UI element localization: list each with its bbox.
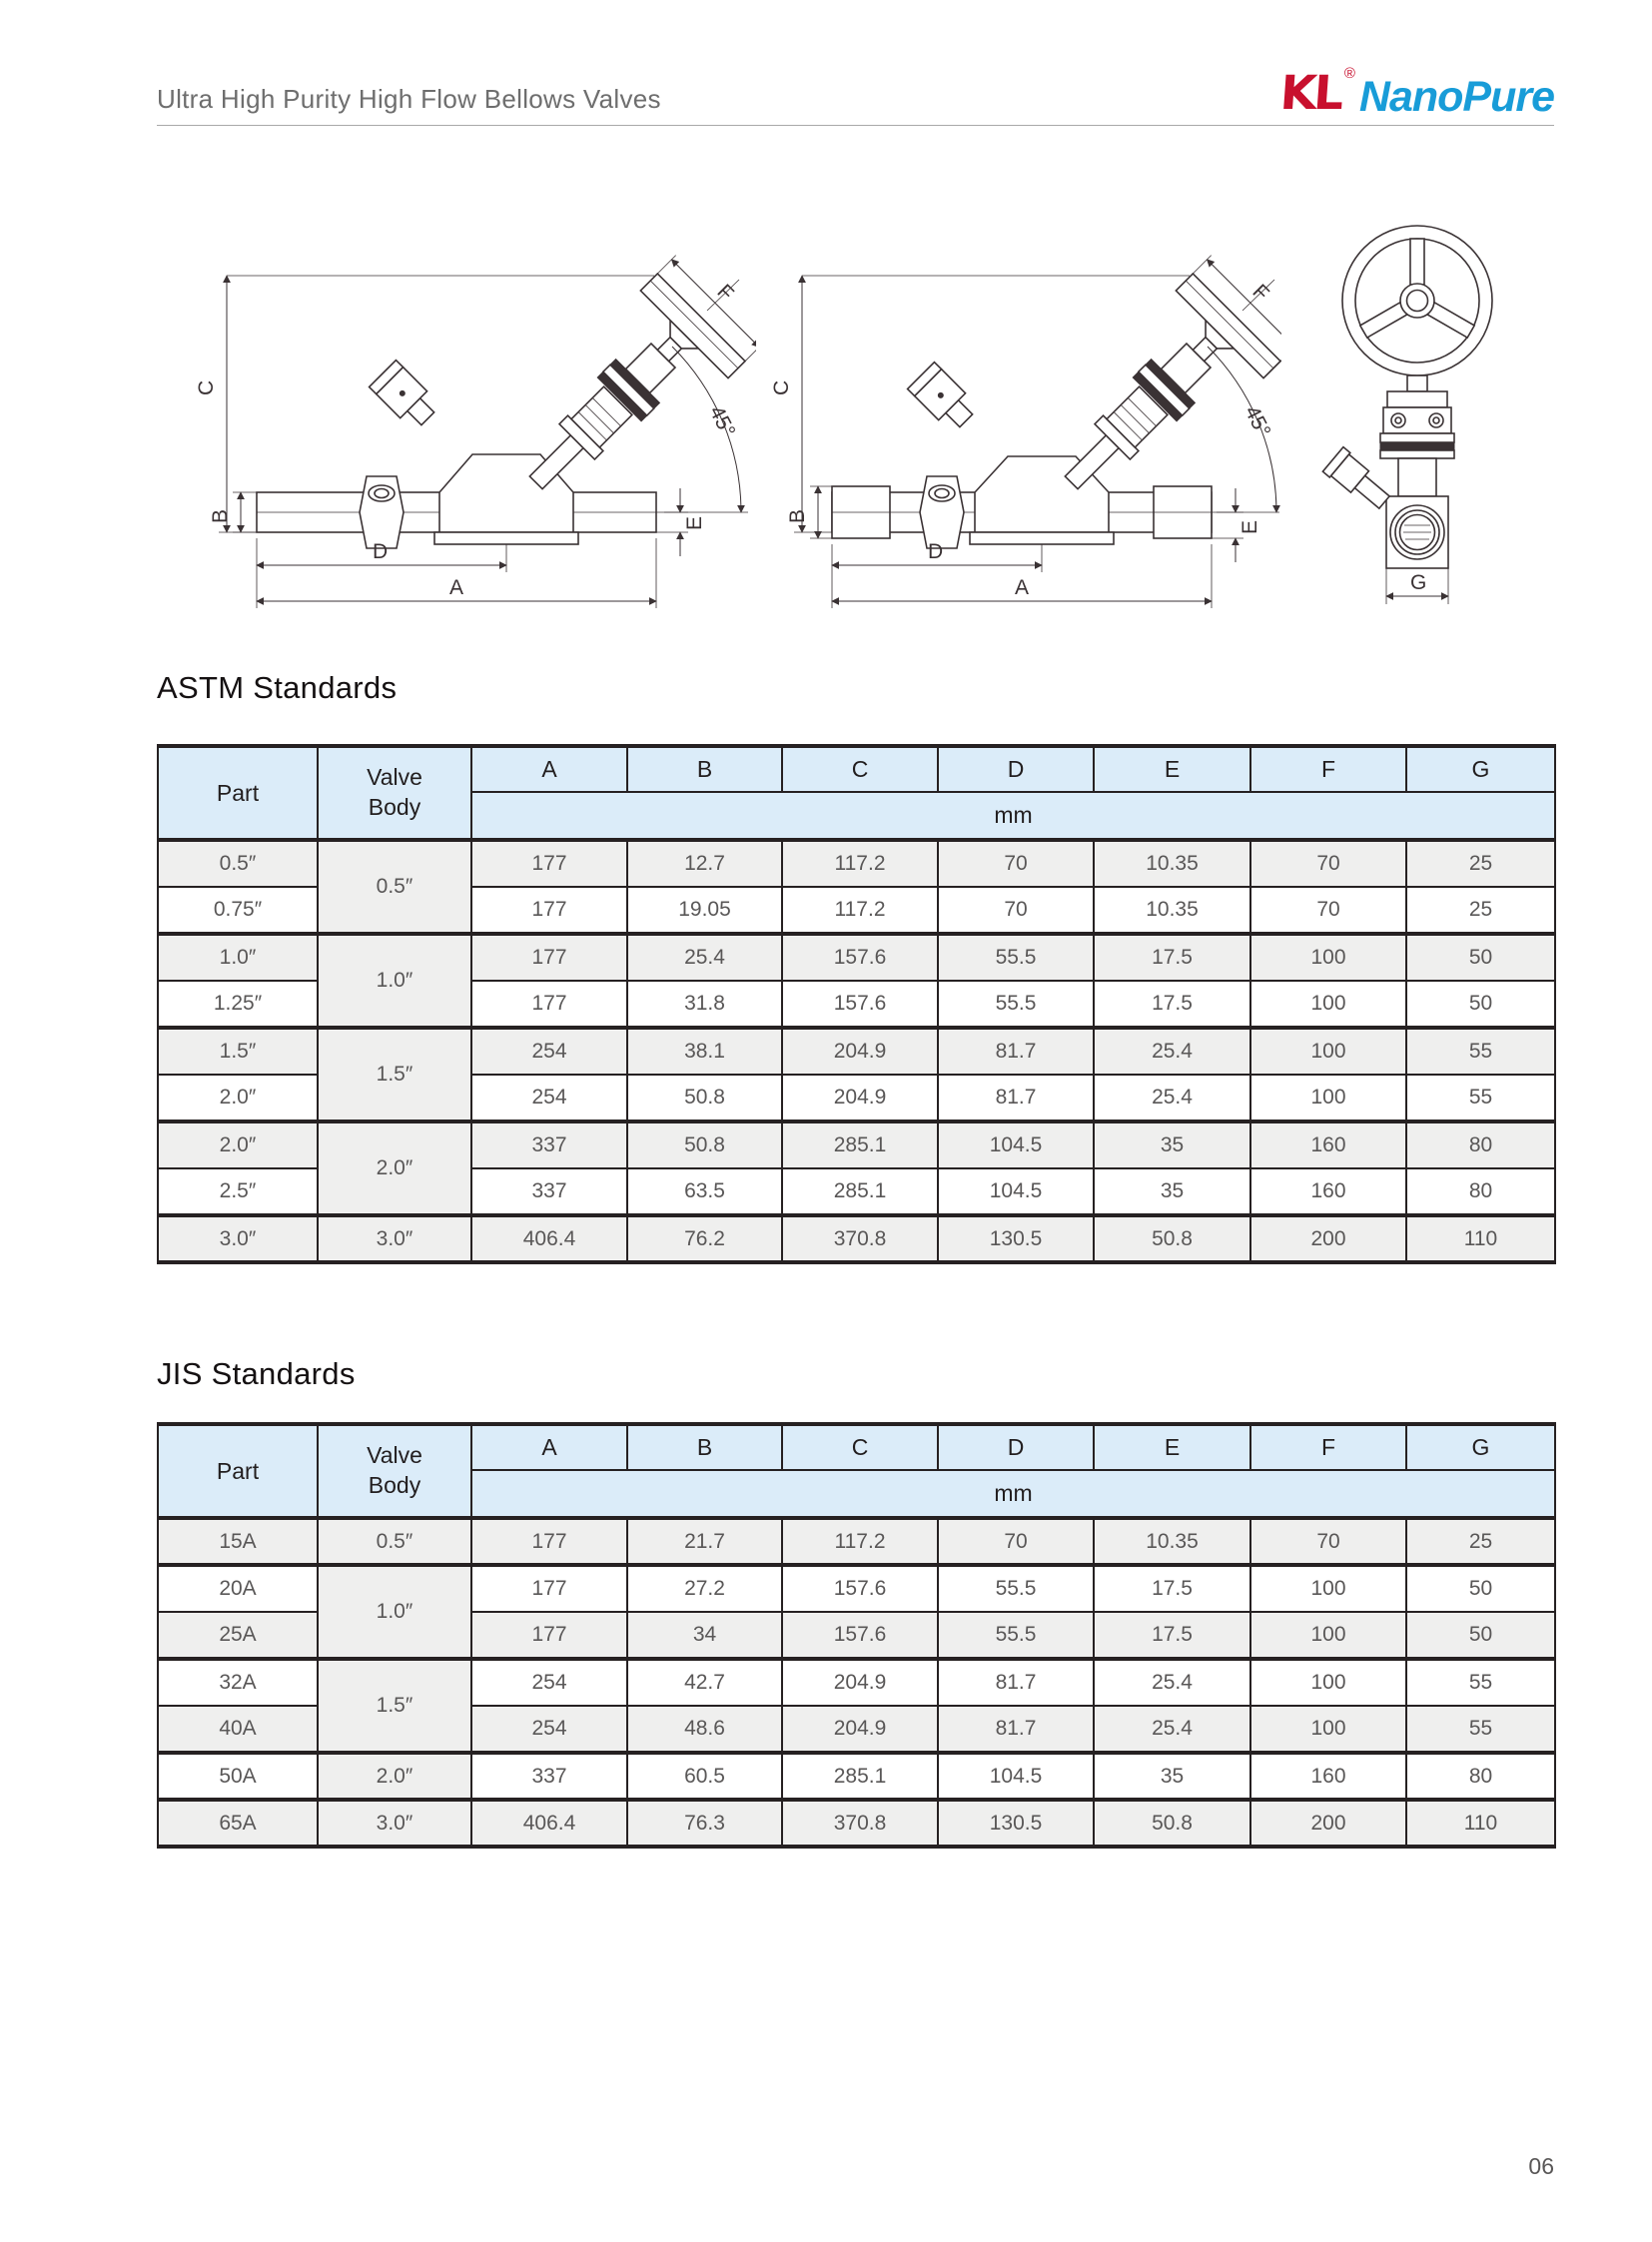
dim-value-cell: 25.4 [1094, 1659, 1250, 1706]
dim-value-cell: 204.9 [782, 1659, 938, 1706]
dim-value-cell: 50 [1406, 1612, 1555, 1659]
dim-value-cell: 50.8 [627, 1121, 782, 1168]
table-row [158, 1518, 1555, 1565]
dim-value-cell: 200 [1250, 1800, 1406, 1847]
valve-body-cell: 2.0″ [318, 1121, 471, 1215]
purge-port-fitting [908, 363, 980, 434]
dim-value-cell: 55 [1406, 1028, 1555, 1075]
valve-dimension-diagrams [157, 181, 1554, 630]
dim-value-cell: 406.4 [471, 1215, 627, 1262]
dim-value-cell: 157.6 [782, 934, 938, 981]
dim-value-cell: 200 [1250, 1215, 1406, 1262]
column-header-dim-b: B [627, 1424, 782, 1470]
valve-body-cell: 1.5″ [318, 1028, 471, 1121]
dim-value-cell: 50 [1406, 981, 1555, 1028]
valve-body-cell: 0.5″ [318, 1518, 471, 1565]
dim-value-cell: 130.5 [938, 1800, 1094, 1847]
part-cell: 2.0″ [158, 1075, 318, 1121]
unit-header: mm [471, 1470, 1555, 1518]
column-header-dim-f: F [1250, 746, 1406, 792]
dim-value-cell: 17.5 [1094, 981, 1250, 1028]
table-row [158, 1565, 1555, 1612]
dim-value-cell: 100 [1250, 981, 1406, 1028]
table-row [158, 934, 1555, 981]
part-cell: 2.5″ [158, 1168, 318, 1215]
column-header-dim-e: E [1094, 746, 1250, 792]
dim-value-cell: 130.5 [938, 1215, 1094, 1262]
column-header-dim-a: A [471, 1424, 627, 1470]
dim-value-cell: 25 [1406, 840, 1555, 887]
column-header-dim-g: G [1406, 746, 1555, 792]
dim-value-cell: 117.2 [782, 887, 938, 934]
column-header-valve-body: Valve Body [318, 1424, 471, 1518]
dim-value-cell: 100 [1250, 1706, 1406, 1753]
dim-value-cell: 104.5 [938, 1121, 1094, 1168]
dim-value-cell: 25.4 [1094, 1075, 1250, 1121]
dim-value-cell: 157.6 [782, 1612, 938, 1659]
column-header-dim-b: B [627, 746, 782, 792]
dim-value-cell: 19.05 [627, 887, 782, 934]
column-header-dim-c: C [782, 1424, 938, 1470]
dim-value-cell: 70 [1250, 1518, 1406, 1565]
dim-label-a: A [449, 576, 464, 599]
part-cell: 0.5″ [158, 840, 318, 887]
dim-value-cell: 370.8 [782, 1800, 938, 1847]
dim-value-cell: 254 [471, 1706, 627, 1753]
table-row [158, 1800, 1555, 1847]
page-header [157, 0, 1554, 126]
part-cell: 65A [158, 1800, 318, 1847]
dim-value-cell: 17.5 [1094, 934, 1250, 981]
dim-value-cell: 337 [471, 1753, 627, 1800]
dim-value-cell: 177 [471, 981, 627, 1028]
dim-value-cell: 80 [1406, 1121, 1555, 1168]
dim-value-cell: 81.7 [938, 1706, 1094, 1753]
dim-value-cell: 110 [1406, 1800, 1555, 1847]
valve-body-cell: 3.0″ [318, 1800, 471, 1847]
dim-value-cell: 80 [1406, 1168, 1555, 1215]
dim-value-cell: 117.2 [782, 840, 938, 887]
dim-value-cell: 160 [1250, 1121, 1406, 1168]
dim-value-cell: 70 [938, 1518, 1094, 1565]
dim-value-cell: 177 [471, 1612, 627, 1659]
dim-value-cell: 160 [1250, 1168, 1406, 1215]
column-header-part: Part [158, 1424, 318, 1518]
dim-label-c: C [770, 379, 793, 395]
dim-value-cell: 160 [1250, 1753, 1406, 1800]
table-row [158, 1028, 1555, 1075]
dim-value-cell: 55.5 [938, 1612, 1094, 1659]
dim-value-cell: 76.2 [627, 1215, 782, 1262]
dim-value-cell: 337 [471, 1121, 627, 1168]
dim-value-cell: 337 [471, 1168, 627, 1215]
dim-value-cell: 50 [1406, 1565, 1555, 1612]
dim-value-cell: 55 [1406, 1659, 1555, 1706]
dim-value-cell: 70 [1250, 887, 1406, 934]
dim-value-cell: 104.5 [938, 1168, 1094, 1215]
dim-label-g: G [1410, 571, 1427, 594]
column-header-dim-e: E [1094, 1424, 1250, 1470]
column-header-dim-a: A [471, 746, 627, 792]
dim-label-angle: 45° [1239, 401, 1275, 441]
dim-value-cell: 25.4 [1094, 1706, 1250, 1753]
dim-value-cell: 10.35 [1094, 887, 1250, 934]
dim-value-cell: 285.1 [782, 1753, 938, 1800]
page-number: 06 [1528, 2153, 1554, 2179]
valve-body-cell: 1.0″ [318, 1565, 471, 1659]
dim-value-cell: 31.8 [627, 981, 782, 1028]
dim-value-cell: 17.5 [1094, 1565, 1250, 1612]
table-header-row [158, 746, 1555, 792]
dim-value-cell: 70 [938, 887, 1094, 934]
table-row [158, 1659, 1555, 1706]
valve-body-cell: 1.0″ [318, 934, 471, 1028]
dim-value-cell: 60.5 [627, 1753, 782, 1800]
dim-value-cell: 177 [471, 934, 627, 981]
part-cell: 32A [158, 1659, 318, 1706]
logo-brand-name: NanoPure [1358, 73, 1554, 121]
jis-table [157, 1422, 1556, 1849]
dim-label-f: F [1247, 280, 1273, 306]
part-cell: 0.75″ [158, 887, 318, 934]
dim-value-cell: 50 [1406, 934, 1555, 981]
dim-value-cell: 55 [1406, 1706, 1555, 1753]
dim-label-e: E [683, 515, 706, 530]
dim-value-cell: 157.6 [782, 981, 938, 1028]
part-cell: 25A [158, 1612, 318, 1659]
dim-value-cell: 55.5 [938, 934, 1094, 981]
dim-value-cell: 10.35 [1094, 1518, 1250, 1565]
purge-port-fitting [370, 361, 441, 432]
dim-value-cell: 157.6 [782, 1565, 938, 1612]
dim-label-d: D [928, 540, 944, 563]
column-header-dim-d: D [938, 1424, 1094, 1470]
part-cell: 1.25″ [158, 981, 318, 1028]
dim-value-cell: 70 [938, 840, 1094, 887]
dim-value-cell: 25 [1406, 1518, 1555, 1565]
valve-body-cell: 3.0″ [318, 1215, 471, 1262]
dim-label-e: E [1239, 519, 1261, 534]
dim-label-c: C [195, 379, 218, 395]
brand-logo [1278, 65, 1554, 121]
dim-value-cell: 406.4 [471, 1800, 627, 1847]
dim-value-cell: 35 [1094, 1168, 1250, 1215]
dim-label-angle: 45° [704, 401, 740, 441]
dim-value-cell: 42.7 [627, 1659, 782, 1706]
dim-label-f: F [712, 280, 738, 306]
dim-value-cell: 177 [471, 840, 627, 887]
dim-value-cell: 35 [1094, 1753, 1250, 1800]
dim-value-cell: 285.1 [782, 1121, 938, 1168]
dim-value-cell: 104.5 [938, 1753, 1094, 1800]
astm-standards-heading: ASTM Standards [157, 670, 398, 705]
table-row [158, 840, 1555, 887]
dim-value-cell: 35 [1094, 1121, 1250, 1168]
dim-value-cell: 12.7 [627, 840, 782, 887]
part-cell: 20A [158, 1565, 318, 1612]
column-header-dim-c: C [782, 746, 938, 792]
table-row [158, 1753, 1555, 1800]
valve-diagram-side-view-face-seal [157, 181, 756, 630]
dim-value-cell: 34 [627, 1612, 782, 1659]
dim-value-cell: 70 [1250, 840, 1406, 887]
valve-body-cell: 1.5″ [318, 1659, 471, 1753]
dim-value-cell: 254 [471, 1659, 627, 1706]
registered-trademark-icon: ® [1343, 65, 1355, 82]
dim-value-cell: 204.9 [782, 1706, 938, 1753]
valve-body-cell: 2.0″ [318, 1753, 471, 1800]
part-cell: 40A [158, 1706, 318, 1753]
page-title: Ultra High Purity High Flow Bellows Valves [157, 84, 661, 114]
dim-value-cell: 204.9 [782, 1028, 938, 1075]
dim-value-cell: 204.9 [782, 1075, 938, 1121]
valve-diagram-side-view-butt-weld [762, 181, 1281, 630]
dim-value-cell: 81.7 [938, 1659, 1094, 1706]
valve-body-cell: 0.5″ [318, 840, 471, 934]
table-header-row [158, 1424, 1555, 1470]
dim-value-cell: 370.8 [782, 1215, 938, 1262]
dim-value-cell: 17.5 [1094, 1612, 1250, 1659]
jis-standards-heading: JIS Standards [157, 1356, 356, 1391]
dim-value-cell: 117.2 [782, 1518, 938, 1565]
dim-value-cell: 50.8 [1094, 1215, 1250, 1262]
table-row [158, 1215, 1555, 1262]
column-header-valve-body: Valve Body [318, 746, 471, 840]
astm-table [157, 744, 1556, 1264]
dim-value-cell: 25.4 [1094, 1028, 1250, 1075]
dim-value-cell: 27.2 [627, 1565, 782, 1612]
dim-value-cell: 55 [1406, 1075, 1555, 1121]
column-header-part: Part [158, 746, 318, 840]
part-cell: 50A [158, 1753, 318, 1800]
table-row [158, 1121, 1555, 1168]
dim-value-cell: 50.8 [627, 1075, 782, 1121]
part-cell: 15A [158, 1518, 318, 1565]
dim-value-cell: 25 [1406, 887, 1555, 934]
dim-value-cell: 81.7 [938, 1075, 1094, 1121]
dim-value-cell: 21.7 [627, 1518, 782, 1565]
dim-label-d: D [373, 540, 389, 563]
dim-value-cell: 254 [471, 1028, 627, 1075]
dim-value-cell: 100 [1250, 1565, 1406, 1612]
column-header-dim-d: D [938, 746, 1094, 792]
dim-value-cell: 38.1 [627, 1028, 782, 1075]
column-header-dim-g: G [1406, 1424, 1555, 1470]
dim-value-cell: 100 [1250, 1075, 1406, 1121]
dim-value-cell: 285.1 [782, 1168, 938, 1215]
dim-value-cell: 55.5 [938, 981, 1094, 1028]
dim-value-cell: 76.3 [627, 1800, 782, 1847]
dim-value-cell: 100 [1250, 1612, 1406, 1659]
dim-label-b: B [786, 508, 809, 523]
dim-value-cell: 48.6 [627, 1706, 782, 1753]
dim-value-cell: 50.8 [1094, 1800, 1250, 1847]
dim-label-b: B [209, 508, 232, 523]
dim-value-cell: 80 [1406, 1753, 1555, 1800]
part-cell: 1.5″ [158, 1028, 318, 1075]
dim-value-cell: 81.7 [938, 1028, 1094, 1075]
logo-kl-mark: KL [1278, 66, 1343, 121]
dim-label-a: A [1015, 576, 1030, 599]
column-header-dim-f: F [1250, 1424, 1406, 1470]
dim-value-cell: 177 [471, 887, 627, 934]
part-cell: 3.0″ [158, 1215, 318, 1262]
dim-value-cell: 177 [471, 1565, 627, 1612]
unit-header: mm [471, 792, 1555, 840]
dim-value-cell: 100 [1250, 1659, 1406, 1706]
part-cell: 1.0″ [158, 934, 318, 981]
valve-diagram-front-view-handwheel [1287, 181, 1547, 630]
dim-value-cell: 63.5 [627, 1168, 782, 1215]
dim-value-cell: 177 [471, 1518, 627, 1565]
dim-value-cell: 10.35 [1094, 840, 1250, 887]
dim-value-cell: 55.5 [938, 1565, 1094, 1612]
dim-value-cell: 110 [1406, 1215, 1555, 1262]
dim-value-cell: 254 [471, 1075, 627, 1121]
dim-value-cell: 25.4 [627, 934, 782, 981]
dim-value-cell: 100 [1250, 1028, 1406, 1075]
part-cell: 2.0″ [158, 1121, 318, 1168]
dim-value-cell: 100 [1250, 934, 1406, 981]
